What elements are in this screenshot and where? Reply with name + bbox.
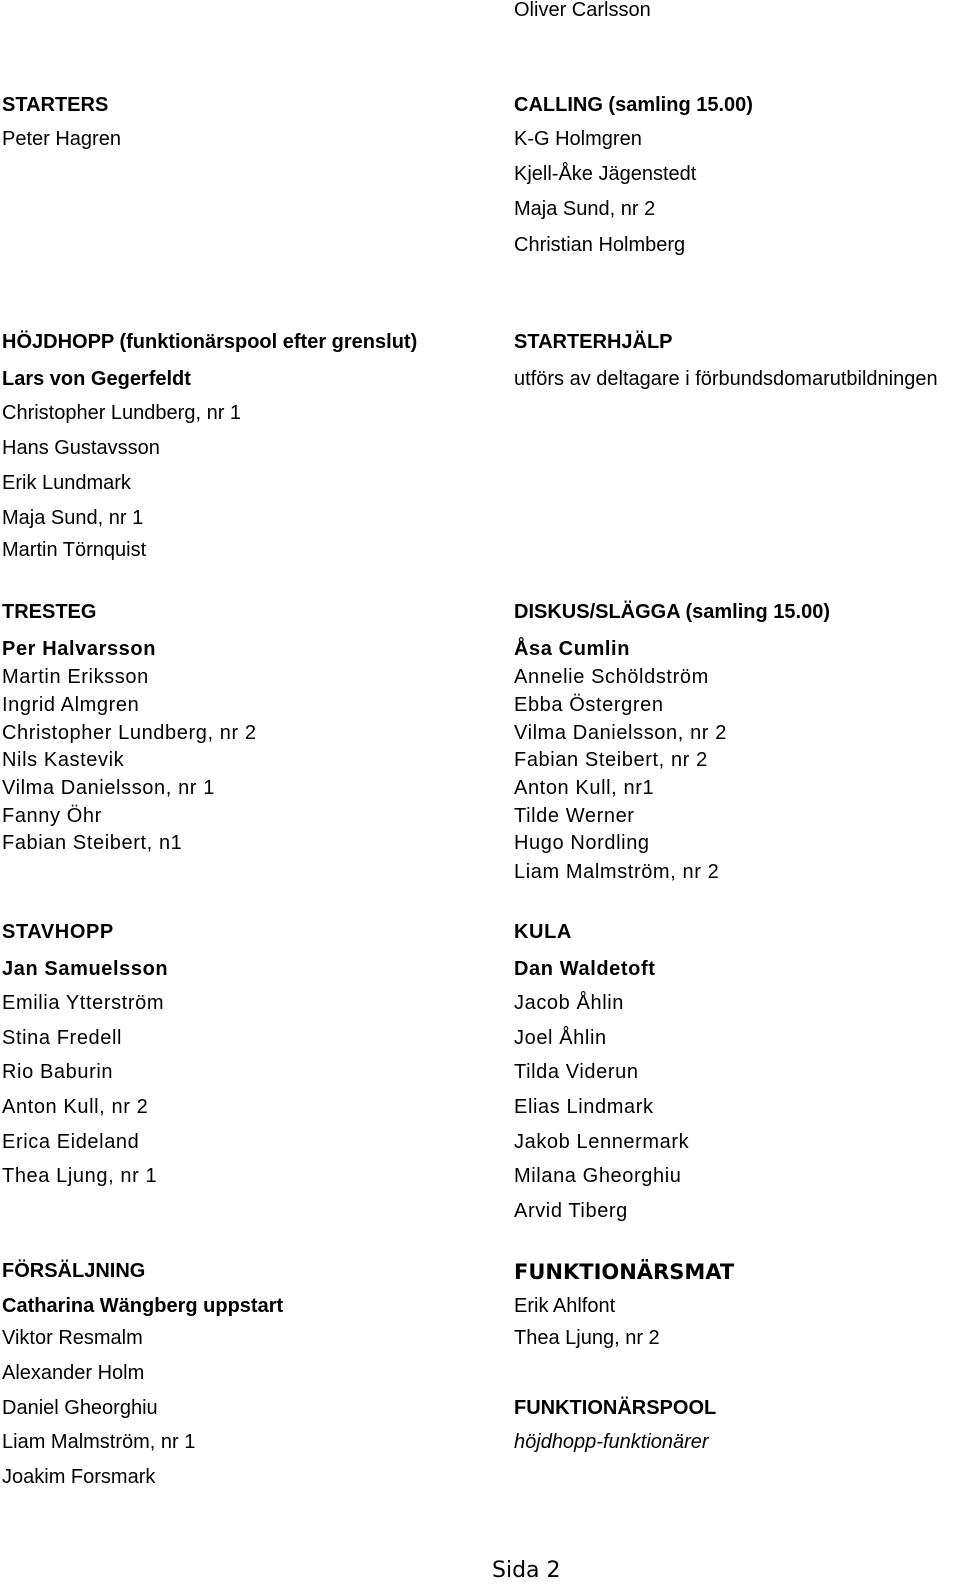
page-number: Sida 2 bbox=[492, 1558, 561, 1583]
list-item: Erik Lundmark bbox=[2, 472, 131, 494]
section-heading-hojdhopp: HÖJDHOPP (funktionärspool efter grenslut) bbox=[2, 331, 418, 353]
list-item: Fabian Steibert, nr 2 bbox=[514, 749, 708, 771]
section-heading-stavhopp: STAVHOPP bbox=[2, 921, 114, 943]
list-item: Peter Hagren bbox=[2, 128, 121, 150]
list-item: Stina Fredell bbox=[2, 1027, 123, 1049]
section-heading-funktionarspool: FUNKTIONÄRSPOOL bbox=[514, 1397, 717, 1419]
section-heading-diskus: DISKUS/SLÄGGA (samling 15.00) bbox=[514, 601, 830, 623]
section-heading-kula: KULA bbox=[514, 921, 572, 943]
section-heading-tresteg: TRESTEG bbox=[2, 601, 97, 623]
list-item: Kjell-Åke Jägenstedt bbox=[514, 163, 697, 185]
list-item: Ingrid Almgren bbox=[2, 694, 140, 716]
list-item: Liam Malmström, nr 2 bbox=[514, 861, 720, 883]
section-heading-calling: CALLING (samling 15.00) bbox=[514, 94, 753, 116]
section-note: höjdhopp-funktionärer bbox=[514, 1431, 709, 1453]
list-item: Milana Gheorghiu bbox=[514, 1165, 682, 1187]
list-item: Jacob Åhlin bbox=[514, 992, 624, 1014]
list-item: Alexander Holm bbox=[2, 1362, 145, 1384]
list-item: Maja Sund, nr 2 bbox=[514, 198, 656, 220]
list-item: Fabian Steibert, n1 bbox=[2, 832, 183, 854]
section-note: utförs av deltagare i förbundsdomarutbildningen bbox=[514, 368, 938, 390]
section-lead: Catharina Wängberg uppstart bbox=[2, 1295, 284, 1317]
list-item: Joel Åhlin bbox=[514, 1027, 607, 1049]
list-item: Fanny Öhr bbox=[2, 805, 102, 827]
list-item: Hugo Nordling bbox=[514, 832, 650, 854]
list-item: Martin Törnquist bbox=[2, 539, 147, 561]
list-item: Hans Gustavsson bbox=[2, 437, 160, 459]
list-item: Vilma Danielsson, nr 1 bbox=[2, 777, 215, 799]
list-item: Nils Kastevik bbox=[2, 749, 125, 771]
list-item: Joakim Forsmark bbox=[2, 1466, 156, 1488]
list-item: Martin Eriksson bbox=[2, 666, 149, 688]
list-item: Jakob Lennermark bbox=[514, 1131, 690, 1153]
section-lead: Per Halvarsson bbox=[2, 638, 157, 660]
list-item: Christopher Lundberg, nr 2 bbox=[2, 722, 257, 744]
list-item: Elias Lindmark bbox=[514, 1096, 654, 1118]
list-item: Christian Holmberg bbox=[514, 234, 686, 256]
list-item: Liam Malmström, nr 1 bbox=[2, 1431, 196, 1453]
section-heading-funktionarsmat: FUNKTIONÄRSMAT bbox=[514, 1260, 735, 1284]
list-item: K-G Holmgren bbox=[514, 128, 642, 150]
section-lead: Åsa Cumlin bbox=[514, 638, 631, 660]
list-item: Rio Baburin bbox=[2, 1061, 114, 1083]
list-item: Thea Ljung, nr 2 bbox=[514, 1327, 660, 1349]
list-item: Tilda Viderun bbox=[514, 1061, 639, 1083]
list-item: Anton Kull, nr1 bbox=[514, 777, 655, 799]
list-item: Tilde Werner bbox=[514, 805, 635, 827]
list-item: Daniel Gheorghiu bbox=[2, 1397, 158, 1419]
list-item: Maja Sund, nr 1 bbox=[2, 507, 144, 529]
list-item: Thea Ljung, nr 1 bbox=[2, 1165, 158, 1187]
list-item: Viktor Resmalm bbox=[2, 1327, 143, 1349]
section-lead: Dan Waldetoft bbox=[514, 958, 656, 980]
list-item: Ebba Östergren bbox=[514, 694, 664, 716]
section-heading-forsaljning: FÖRSÄLJNING bbox=[2, 1260, 146, 1282]
section-lead: Jan Samuelsson bbox=[2, 958, 169, 980]
list-item: Anton Kull, nr 2 bbox=[2, 1096, 149, 1118]
section-lead: Lars von Gegerfeldt bbox=[2, 368, 191, 390]
list-item: Emilia Ytterström bbox=[2, 992, 165, 1014]
list-item: Vilma Danielsson, nr 2 bbox=[514, 722, 727, 744]
list-item: Christopher Lundberg, nr 1 bbox=[2, 402, 242, 424]
section-heading-starterhjalp: STARTERHJÄLP bbox=[514, 331, 673, 353]
list-item: Annelie Schöldström bbox=[514, 666, 709, 688]
section-heading-starters: STARTERS bbox=[2, 94, 109, 116]
list-item: Erica Eideland bbox=[2, 1131, 140, 1153]
name-top: Oliver Carlsson bbox=[514, 0, 651, 21]
list-item: Erik Ahlfont bbox=[514, 1295, 616, 1317]
list-item: Arvid Tiberg bbox=[514, 1200, 628, 1222]
